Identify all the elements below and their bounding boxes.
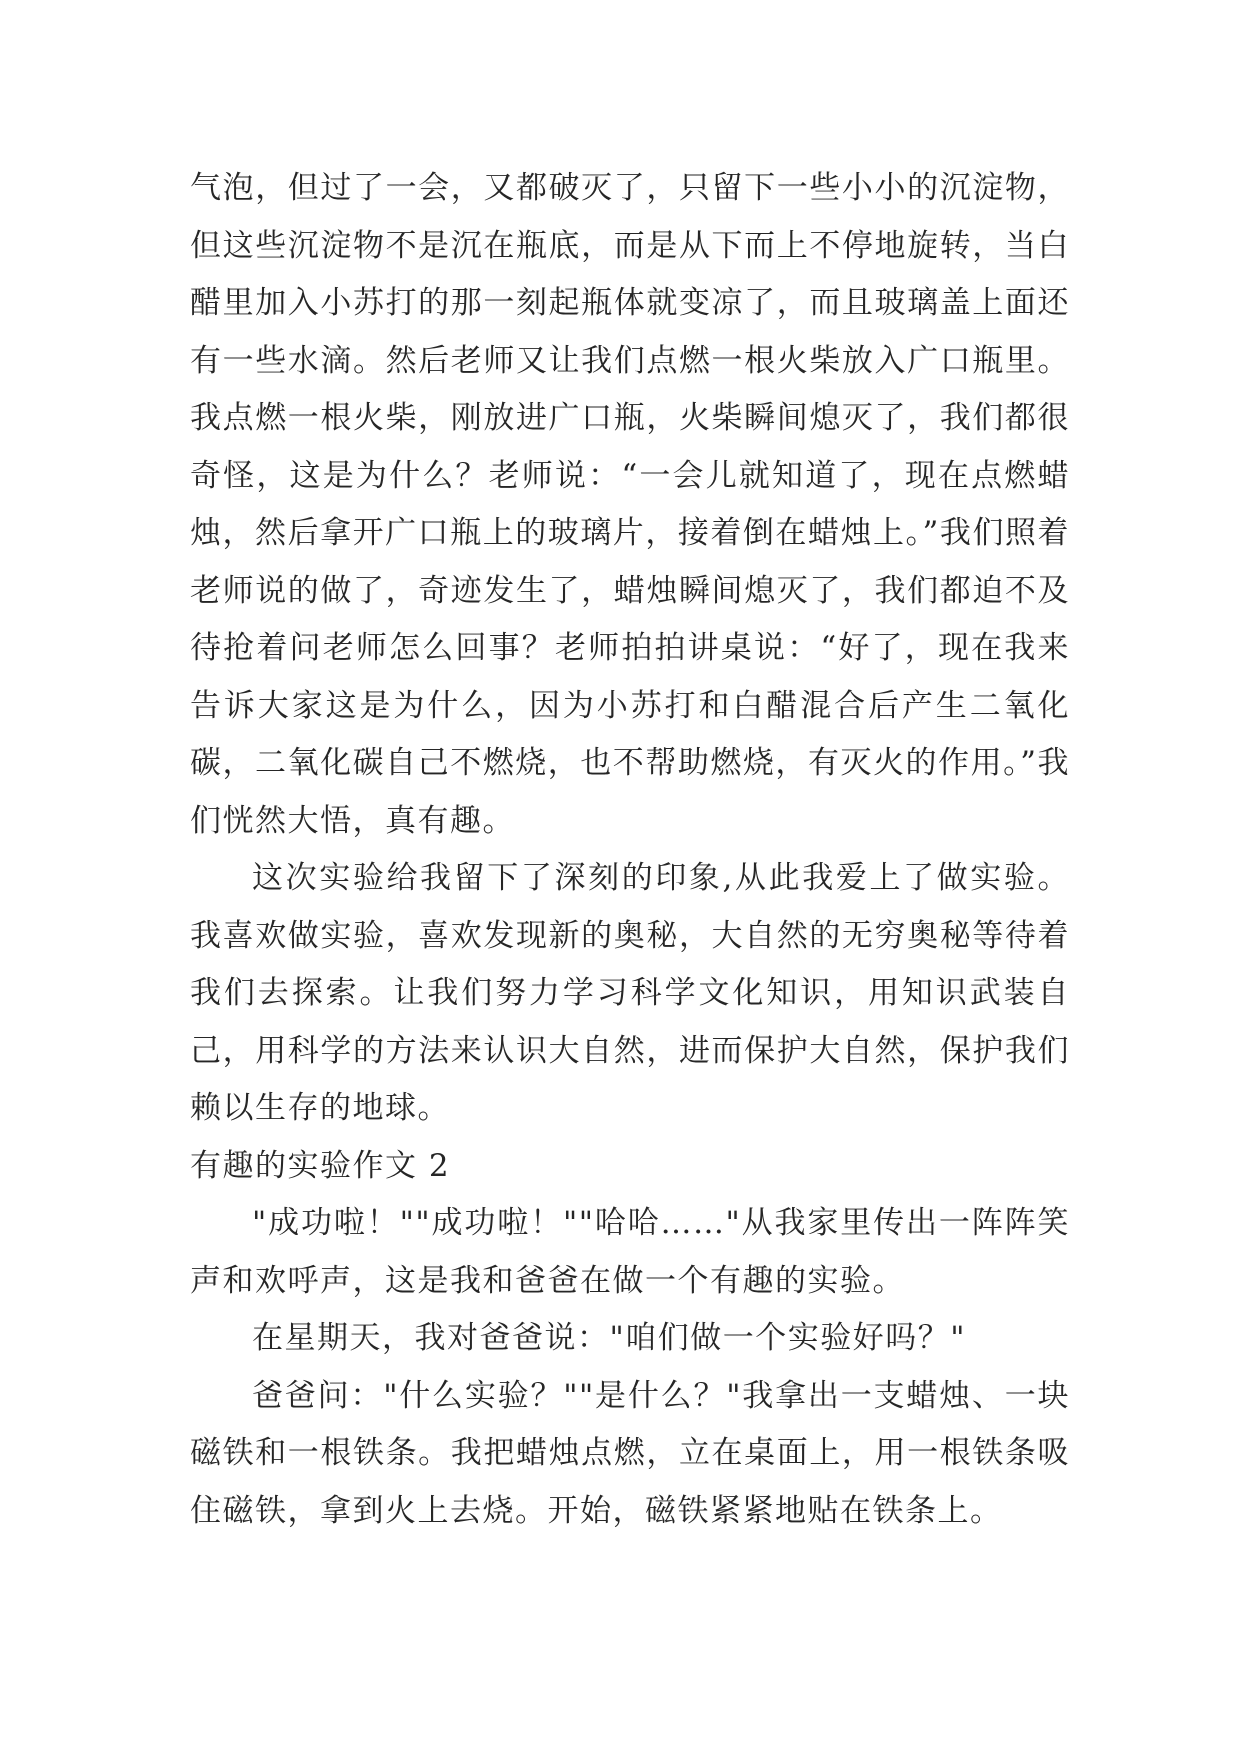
section-paragraph-3: 爸爸问："什么实验？""是什么？"我拿出一支蜡烛、一块磁铁和一根铁条。我把蜡烛点燃，立在桌面上，用一根铁条吸住磁铁，拿到火上去烧。开始，磁铁紧紧地贴在铁条上。 [190, 1377, 1070, 1529]
section-title: 有趣的实验作文 2 [190, 1147, 451, 1184]
section-paragraph-2: 在星期天，我对爸爸说："咱们做一个实验好吗？" [252, 1320, 967, 1356]
paragraph-1: 气泡，但过了一会，又都破灭了，只留下一些小小的沉淀物，但这些沉淀物不是沉在瓶底，而是从下而上不停地旋转，当白醋里加入小苏打的那一刻起瓶体就变凉了，而且玻璃盖上面还有一些水滴。然后老师又让我们点燃一根火柴放入广口瓶里。我点燃一根火柴，刚放进广口瓶，火柴瞬间熄灭了，我们都很奇怪，这是为什么？老师说：“一会儿就知道了，现在点燃蜡烛，然后拿开广口瓶上的玻璃片，接着倒在蜡烛上。”我们照着老师说的做了，奇迹发生了，蜡烛瞬间熄灭了，我们都迫不及待抢着问老师怎么回事？老师拍拍讲桌说：“好了，现在我来告诉大家这是为什么，因为小苏打和白醋混合后产生二氧化碳，二氧化碳自己不燃烧，也不帮助燃烧，有灭火的作用。”我们恍然大悟，真有趣。 [190, 170, 1070, 839]
document-body [190, 160, 1070, 1540]
section-paragraph-1: "成功啦！""成功啦！""哈哈……"从我家里传出一阵阵笑声和欢呼声，这是我和爸爸在做一个有趣的实验。 [190, 1205, 1070, 1299]
paragraph-2: 这次实验给我留下了深刻的印象,从此我爱上了做实验。我喜欢做实验，喜欢发现新的奥秘，大自然的无穷奥秘等待着我们去探索。让我们努力学习科学文化知识，用知识武装自己，用科学的方法来认识大自然，进而保护大自然，保护我们赖以生存的地球。 [190, 860, 1070, 1126]
